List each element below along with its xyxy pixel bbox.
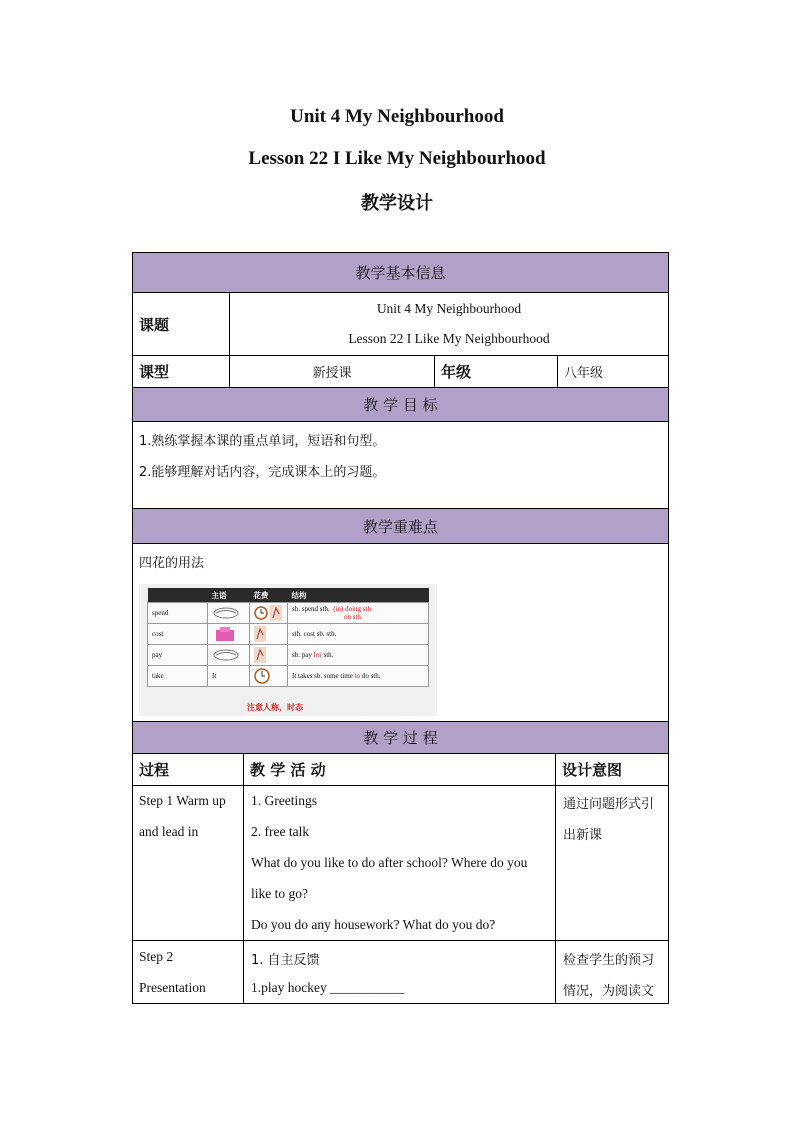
pay-structure-pre: sb. pay [292,651,314,659]
key-points-title: 教学重难点 [362,517,438,536]
basic-info-header [132,252,669,293]
money-icon [254,647,266,663]
verbs-table-header-cost: 花费 [250,588,288,603]
step-activities [243,941,555,1003]
take-structure-pre: It takes sb. some time [292,672,355,680]
col-step-header: 过程 [139,761,170,779]
objective-item-1: 1.熟练掌握本课的重点单词，短语和句型。 [139,434,386,449]
take-structure-red: to [354,672,361,680]
verbs-table-header-structure: 结构 [288,588,429,603]
step-name-line-2: and lead in [139,824,199,839]
topic-label: 课题 [139,315,170,334]
verbs-table-header-blank [148,588,208,603]
person-icon [208,603,250,624]
topic-line-1: Unit 4 My Neighbourhood [376,301,522,316]
gift-box-icon [212,626,238,642]
topic-row [132,293,669,356]
step-name-line-1: Step 2 [139,949,174,964]
verbs-table-row [148,624,429,645]
spend-structure [288,603,429,624]
activity-line: 1. 自主反馈 [251,953,320,968]
cost-structure: sth. cost sb. sth. [288,624,429,645]
verb-pay: pay [148,645,208,666]
verb-spend: spend [148,603,208,624]
clock-icon [254,606,268,620]
usage-note: 注意人称，时态 [247,703,303,712]
verbs-table-row [148,603,429,624]
activity-line: 1. Greetings [251,793,317,808]
step-intent [555,941,668,1003]
type-value: 新授课 [229,356,434,387]
step-name-line-2: Presentation [139,980,206,995]
lesson-title: Lesson 22 I Like My Neighbourhood [248,148,546,169]
clock-icon [254,668,270,684]
process-header [132,722,669,754]
money-icon [254,626,266,642]
process-step-row [132,786,669,941]
type-label: 课型 [139,363,170,381]
process-column-header-row [132,754,669,786]
intent-line-1: 通过问题形式引 [563,797,655,812]
spend-structure-a: sb. spend sth. [292,605,330,613]
verbs-table-header-row [148,588,429,603]
key-points-text: 四花的用法 [139,556,205,571]
spend-structure-b: (in) doing sth. [333,605,373,613]
step-name-line-1: Step 1 Warm up [139,793,226,808]
verbs-table-row [148,666,429,687]
verbs-table-row [148,645,429,666]
intent-line-2: 出新课 [563,828,603,843]
step-activities [243,786,555,940]
activity-line: What do you like to do after school? Where do you [251,855,528,870]
intent-line-2: 情况，为阅读文 [563,984,655,999]
topic-line-2: Lesson 22 I Like My Neighbourhood [348,331,550,346]
grade-label: 年级 [434,356,557,387]
key-points-header [132,509,669,544]
lesson-plan-table [132,252,669,1004]
activity-line: 1.play hockey ___________ [251,980,405,995]
key-points-body [132,544,669,722]
activity-line: like to go? [251,886,308,901]
activity-line: Do you do any housework? What do you do? [251,917,496,932]
verb-cost: cost [148,624,208,645]
person-icon [208,645,250,666]
step-name [133,941,243,1003]
pay-structure-post: sth. [321,651,334,659]
objectives-title: 教 学 目 标 [363,396,438,414]
step-intent [555,786,668,940]
objectives-header [132,388,669,422]
unit-title: Unit 4 My Neighbourhood [290,106,504,127]
document-type-title: 教学设计 [361,193,433,214]
money-icon [270,605,282,621]
type-grade-row [132,356,669,388]
verb-take: take [148,666,208,687]
take-structure-post: do sth. [360,672,381,680]
pay-structure [288,645,429,666]
objectives-body [132,422,669,509]
col-activity-header: 教 学 活 动 [243,754,555,785]
col-intent-header: 设计意图 [555,754,668,785]
spend-structure-c: on sth. [344,613,363,621]
verbs-usage-table [147,588,429,687]
topic-value [229,293,668,355]
basic-info-title: 教学基本信息 [355,264,446,282]
verbs-usage-image [139,584,437,716]
step-name [133,786,243,940]
process-title: 教 学 过 程 [363,729,438,747]
activity-line: 2. free talk [251,824,310,839]
objective-item-2: 2.能够理解对话内容，完成课本上的习题。 [139,465,386,480]
grade-value: 八年级 [557,356,668,387]
pay-structure-red: for [313,651,322,659]
process-step-row [132,941,669,1004]
verbs-table-header-subject: 主语 [208,588,250,603]
intent-line-1: 检查学生的预习 [563,953,655,968]
take-structure [288,666,429,687]
take-subject: It [208,666,250,687]
